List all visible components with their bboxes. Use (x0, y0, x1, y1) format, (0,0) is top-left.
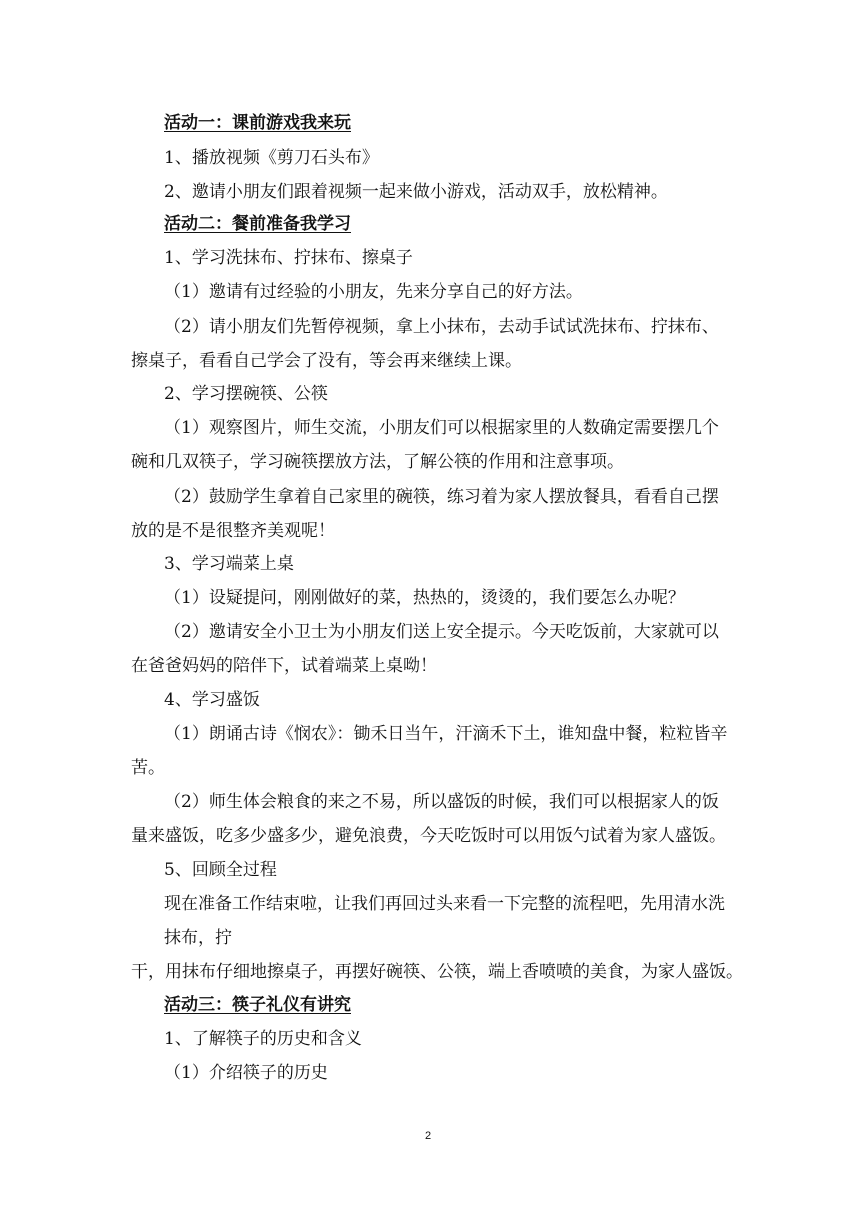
paragraph-line: 在爸爸妈妈的陪伴下，试着端菜上桌呦！ (131, 656, 437, 676)
paragraph-line: （1）介绍筷子的历史 (164, 1063, 328, 1083)
page-number: 2 (425, 1130, 432, 1142)
paragraph-line: （1）观察图片，师生交流，小朋友们可以根据家里的人数确定需要摆几个 (164, 418, 719, 438)
section-heading-activity-3: 活动三：筷子礼仪有讲究 (164, 995, 351, 1015)
paragraph-line: （2）请小朋友们先暂停视频，拿上小抹布，去动手试试洗抹布、拧抹布、 (164, 317, 719, 337)
paragraph-line: 擦桌子，看看自己学会了没有，等会再来继续上课。 (131, 351, 522, 371)
paragraph-line: （1）邀请有过经验的小朋友，先来分享自己的好方法。 (164, 282, 583, 302)
paragraph-line: 1、了解筷子的历史和含义 (164, 1029, 362, 1049)
paragraph-line: 干，用抹布仔细地擦桌子，再摆好碗筷、公筷，端上香喷喷的美食，为家人盛饭。 (131, 962, 743, 982)
paragraph-line: 3、学习端菜上桌 (164, 554, 294, 574)
paragraph-line: 1、播放视频《剪刀石头布》 (164, 148, 379, 168)
paragraph-line: （1）朗诵古诗《悯农》：锄禾日当午，汗滴禾下土，谁知盘中餐，粒粒皆辛 (164, 724, 728, 744)
paragraph-line: 碗和几双筷子，学习碗筷摆放方法，了解公筷的作用和注意事项。 (131, 452, 624, 472)
paragraph-line: （1）设疑提问，刚刚做好的菜，热热的，烫烫的，我们要怎么办呢？ (164, 588, 685, 608)
paragraph-line: 量来盛饭，吃多少盛多少，避免浪费，今天吃饭时可以用饭勺试着为家人盛饭。 (131, 826, 726, 846)
section-heading-activity-2: 活动二：餐前准备我学习 (164, 214, 351, 234)
section-heading-activity-1: 活动一：课前游戏我来玩 (164, 113, 351, 133)
paragraph-line: 抹布，拧 (164, 928, 232, 948)
paragraph-line: 苦。 (131, 758, 165, 778)
paragraph-line: （2）邀请安全小卫士为小朋友们送上安全提示。今天吃饭前，大家就可以 (164, 622, 719, 642)
paragraph-line: （2）鼓励学生拿着自己家里的碗筷，练习着为家人摆放餐具，看看自己摆 (164, 487, 719, 507)
paragraph-line: 2、邀请小朋友们跟着视频一起来做小游戏，活动双手，放松精神。 (164, 182, 668, 202)
paragraph-line: 5、回顾全过程 (164, 860, 277, 880)
paragraph-line: 2、学习摆碗筷、公筷 (164, 384, 328, 404)
paragraph-line: 放的是不是很整齐美观呢！ (131, 521, 335, 541)
paragraph-line: 现在准备工作结束啦，让我们再回过头来看一下完整的流程吧，先用清水洗 (164, 894, 725, 914)
paragraph-line: （2）师生体会粮食的来之不易，所以盛饭的时候，我们可以根据家人的饭 (164, 792, 719, 812)
paragraph-line: 1、学习洗抹布、拧抹布、擦桌子 (164, 248, 413, 268)
paragraph-line: 4、学习盛饭 (164, 690, 260, 710)
